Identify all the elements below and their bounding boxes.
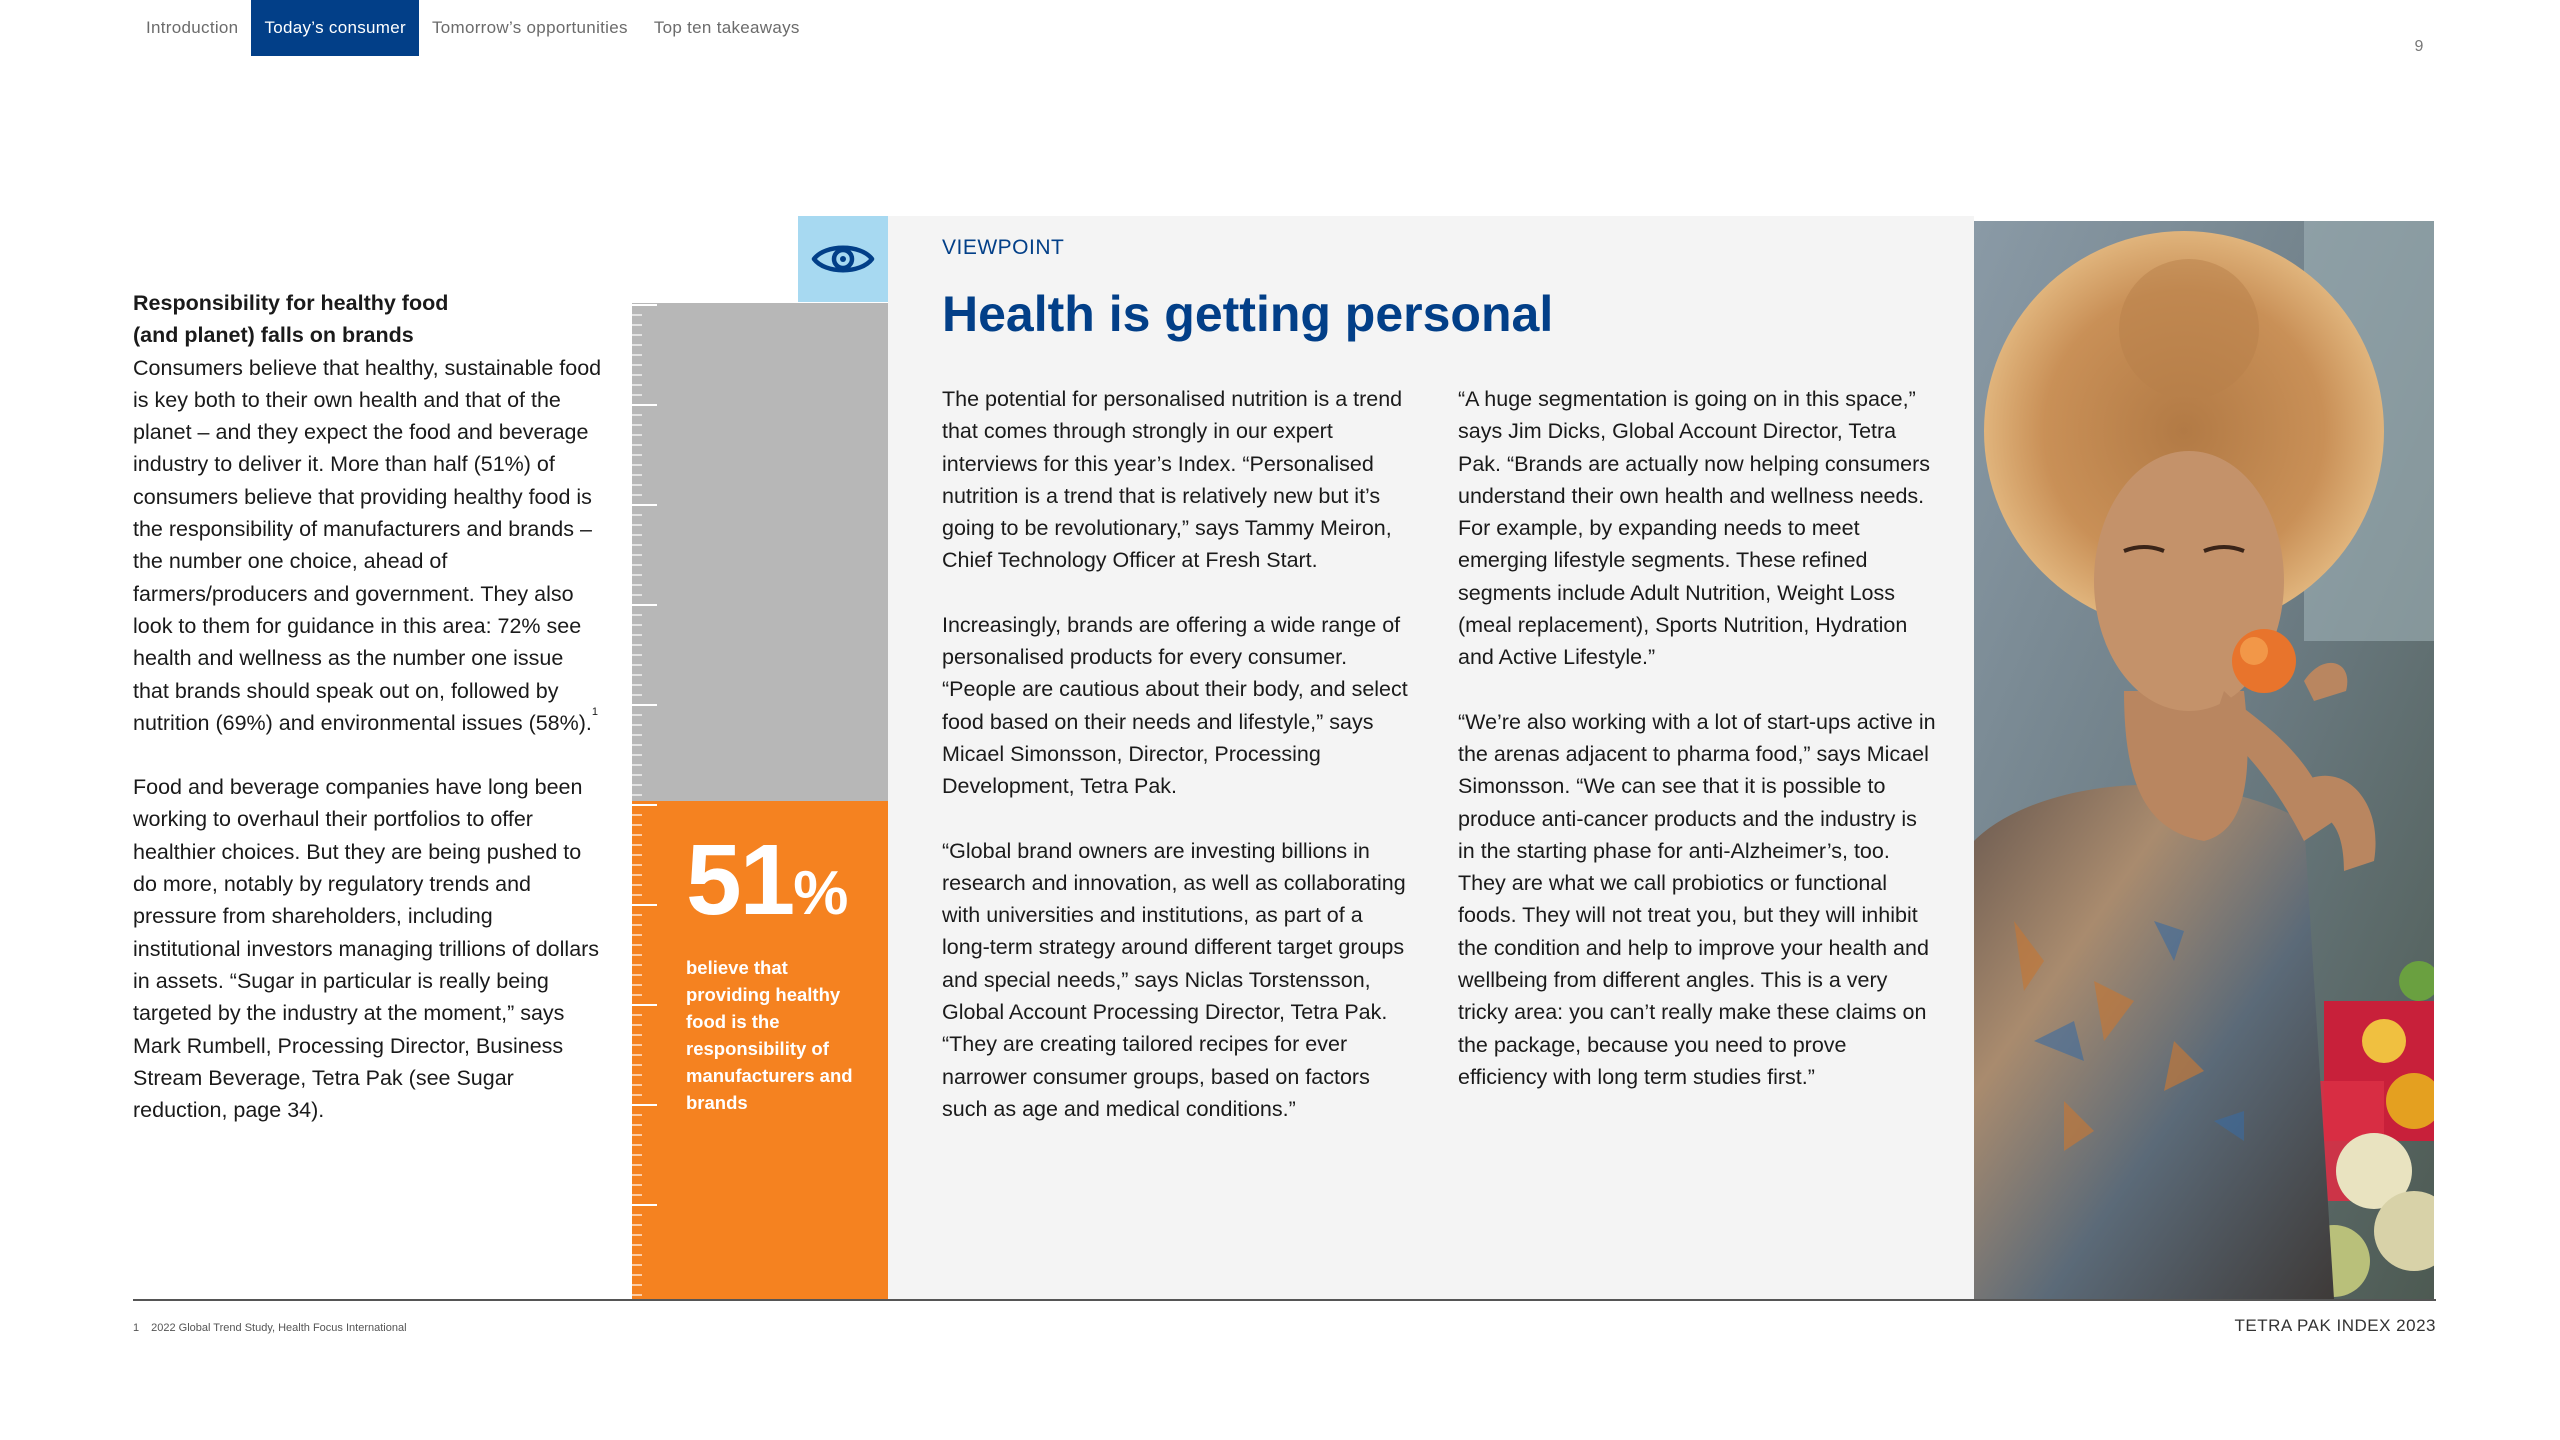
- stat-callout: [686, 824, 876, 1116]
- body-paragraph-2: Food and beverage companies have long been working to overhaul their portfolios to offer healthier choices. But they are being pushed to do more, notably by regulatory trends and pressure from shareholders, including institutional investors managing trillions of dollars in assets. “Sugar in particular is really being targeted by the industry at the moment,” says Mark Rumbell, Processing Director, Business Stream Beverage, Tetra Pak (see Sugar reduction, page 34).: [133, 775, 600, 1123]
- body-paragraph-1-text: Consumers believe that healthy, sustainable food is key both to their own health and that of the planet – and they expect the food and beverage industry to deliver it. More than half (51%) of consumers believe that providing healthy food is the responsibility of manufacturers and brands – the number one choice, ahead of farmers/producers and government. They also look to them for guidance in this area: 72% see health and wellness as the number one issue that brands should speak out on, followed by nutrition (69%) and environmental issues (58%).: [133, 355, 602, 735]
- stat-bar-ruler: [632, 303, 657, 1299]
- stat-bar-remainder: [657, 303, 888, 801]
- viewpoint-paragraph: [1458, 383, 1938, 674]
- viewpoint-paragraph: Increasingly, brands are offering a wide range of personalised products for every consumer. “People are cautious about their body, and select food based on their needs and lifestyle,” says Micael Simonsson, Director, Processing Development, Tetra Pak.: [942, 612, 1408, 799]
- footnote-text: 2022 Global Trend Study, Health Focus International: [151, 1322, 407, 1334]
- eye-icon: [811, 241, 875, 277]
- photo-illustration: [1974, 221, 2434, 1299]
- stat-value: 51: [686, 824, 794, 936]
- viewpoint-paragraph: “Global brand owners are investing billions in research and innovation, as well as collaborating with universities and institutions, as part of a long-term strategy around different target groups and special needs,” says Niclas Torstensson, Global Account Processing Director, Tetra Pak. “They are creating tailored recipes for ever narrower consumer groups, based on factors such as age and medical conditions.”: [942, 838, 1406, 1121]
- viewpoint-paragraph-part-b: For example, by expanding needs to meet emerging lifestyle segments. These refined segments include Adult Nutrition, Weight Loss (meal replacement), Sports Nutrition, Hydration and Active Lifestyle.”: [1458, 516, 1908, 670]
- tab-todays-consumer[interactable]: Today’s consumer: [251, 0, 419, 56]
- viewpoint-column-1: [942, 383, 1412, 1125]
- viewpoint-label: VIEWPOINT: [942, 236, 1065, 259]
- section-heading: [133, 287, 603, 352]
- section-heading-line2: (and planet) falls on brands: [133, 323, 414, 348]
- page-number: 9: [2414, 38, 2424, 55]
- tab-tomorrows-opportunities[interactable]: Tomorrow’s opportunities: [431, 18, 628, 37]
- viewpoint-paragraph: The potential for personalised nutrition is a trend that comes through strongly in our expert interviews for this year’s Index. “Personalised nutrition is a trend that is relatively new but it’s going to be revolutionary,” says Tammy Meiron, Chief Technology Officer at Fresh Start.: [942, 387, 1403, 573]
- footnote-ref[interactable]: 1: [591, 705, 599, 718]
- viewpoint-paragraph: “We’re also working with a lot of start-ups active in the arenas adjacent to pharma food,” says Micael Simonsson. “We can see that it is possible to produce anti-cancer products and the industry is in the starting phase for anti-Alzheimer’s, too. They are what we call probiotics or functional foods. They will not treat you, but they will inhibit the condition and help to improve your health and wellbeing from different angles. This is a very tricky area: you can’t really make these claims on the package, because you need to prove efficiency with long term studies first.”: [1458, 709, 1936, 1089]
- section-heading-line1: Responsibility for healthy food: [133, 291, 449, 315]
- stat-description: believe that providing healthy food is the responsibility of manufacturers and brands: [686, 957, 853, 1113]
- footnote-number: 1: [133, 1322, 140, 1334]
- publication-brand: TETRA PAK INDEX 2023: [2234, 1316, 2436, 1335]
- left-column: [133, 287, 603, 1126]
- woman-smelling-fruit-photo: [1974, 221, 2434, 1299]
- stat-value-row: [686, 824, 876, 936]
- tab-top-ten-takeaways[interactable]: Top ten takeaways: [653, 18, 800, 37]
- footnote: [133, 1322, 407, 1334]
- body-paragraph-1: [133, 352, 603, 740]
- viewpoint-column-2: [1458, 383, 1938, 1093]
- viewpoint-paragraph-part-a: “A huge segmentation is going on in this space,” says Jim Dicks, Global Account Director, Tetra Pak. “Brands are actually now helping consumers understand their own health and wellness needs.: [1458, 387, 1931, 508]
- footer-rule: [133, 1299, 2436, 1301]
- stat-unit: %: [793, 859, 849, 928]
- viewpoint-icon-box: [798, 216, 888, 302]
- top-nav: [133, 0, 813, 56]
- tab-introduction[interactable]: Introduction: [146, 18, 239, 37]
- viewpoint-title: Health is getting personal: [942, 286, 1554, 342]
